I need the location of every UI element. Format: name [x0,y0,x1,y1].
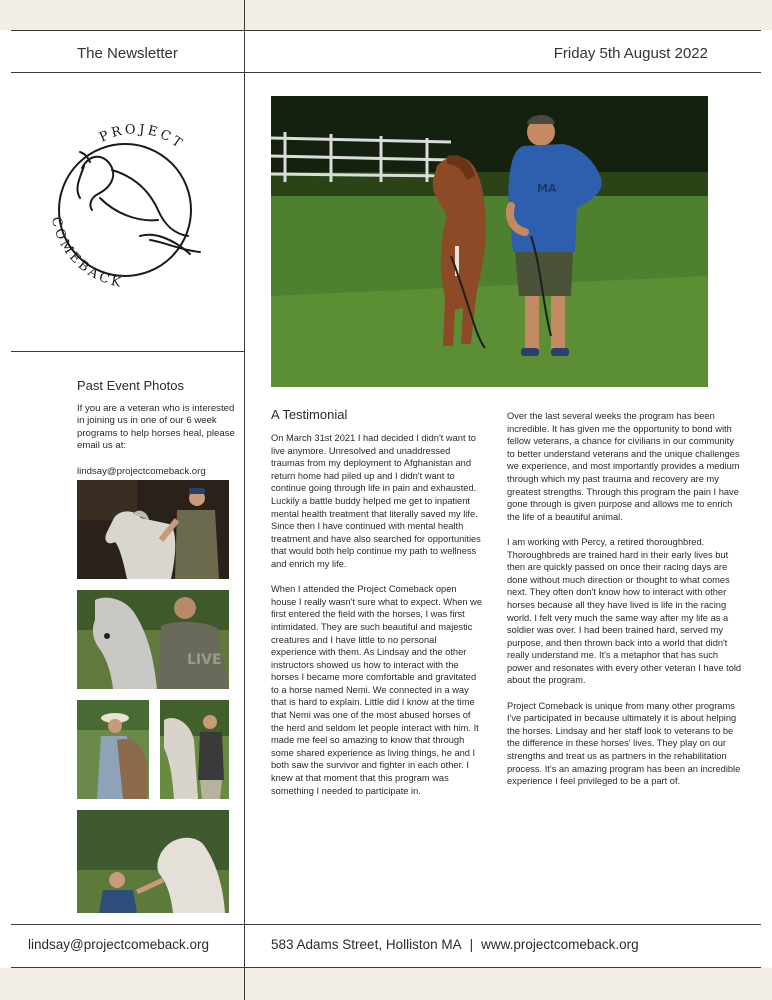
event-photo-5 [77,810,229,913]
article-column-2 [507,410,743,800]
issue-date: Friday 5th August 2022 [553,45,708,62]
footer-top-rule [11,924,761,925]
event-photo-4 [160,700,229,799]
logo-text-bottom: COMEBACK [47,215,125,292]
newsletter-title: The Newsletter [77,45,178,62]
article-paragraph: I am working with Percy, a retired thoroughbred. Thoroughbreds are trained hard in their early lives but then are quickly passed on once their racing days are done without much direction or thought to what comes next. They often don't know how to interact with other horses because all they have lived is life in the racing world. I felt very much the same way after my life as a soldier was over. I had been trained hard, served my purpose, and then thrown back into a world that didn't really understand me. It's a metaphor that has such power and resonates with every other veteran I have told about the program. [507,536,742,686]
article-paragraph: Over the last several weeks the program has been incredible. It has given me the opportunity to bond with fellow veterans, a chance for civilians in our community to better understand veterans and the unique challenges we experience, and most importantly provides a medium through which my past trauma and recovery are my greatest strengths. Through this program the pain I have gone through is given purpose and allows me to enrich the life of a beautiful animal. [507,411,740,522]
article-paragraph: On March 31st 2021 I had decided I didn't want to live anymore. Unresolved and unaddressed traumas from my deployment to Afghanistan and return home had piled up and I didn't want to continue going through life in pain and exhausted. Luckily a battle buddy helped me get to inpatient mental health treatment that literally saved my life. Since then I have continued with mental health treatment and have also searched for opportunities that would both help continue my path to wellness and enrich my life. [271,433,481,569]
event-photo-2 [77,590,229,689]
column-divider [244,0,245,1000]
sidebar-email-link[interactable]: lindsay@projectcomeback.org [77,466,206,477]
sidebar-heading: Past Event Photos [77,378,184,393]
header-rule [11,72,761,73]
footer-address: 583 Adams Street, Holliston MA [271,937,462,952]
footer-contact [271,937,639,952]
shirt-print: MA [537,182,557,195]
project-comeback-logo [40,118,225,303]
sidebar-intro: If you are a veteran who is interested in joining us in one of our 6 week programs to help horses heal, please email us at: [77,403,235,452]
top-border [11,30,761,31]
article-title: A Testimonial [271,407,348,422]
footer-email-link[interactable]: lindsay@projectcomeback.org [28,937,210,952]
event-photo-1 [77,480,229,579]
article-paragraph: Project Comeback is unique from many other programs I've participated in because ultimately it is about helping the horses. Lindsay and her staff look to veterans to be the difference in these horses' lives. They play on our strengths and treat us as partners in the rehabilitation process. It's an amazing program has been an incredible experience I feel privileged to be a part of. [507,700,741,787]
article-paragraph: When I attended the Project Comeback open house I really wasn't sure what to expect. When we first entered the field with the horses, I was first intimidated. They are such beautiful and majestic creatures and I have little to no personal experience with them. As Lindsay and the other instructors showed us how to interact with the horses I became more comfortable and gravitated to a horse named Nemi. We connected in a way that is hard to explain. Little did I know at the time that Nemi was one of the most abused horses of the herd and seldom let people interact with him. It made me feel so amazing to know that through some shared experience as living things, he and I both saw the survivor and fighter in each other. I knew at that moment that this program was something I needed to participate in. [271,584,483,796]
horse-head-icon [77,152,200,254]
event-photo-3 [77,700,149,799]
bottom-border [11,967,761,968]
hero-photo [271,96,708,387]
footer-separator: | [469,937,474,952]
sidebar-rule [11,351,244,352]
article-column-1 [271,432,483,810]
logo-text-top: PROJECT [97,122,187,153]
shirt-lettering: LIVE [187,652,222,668]
footer-website-link[interactable]: www.projectcomeback.org [481,937,639,952]
